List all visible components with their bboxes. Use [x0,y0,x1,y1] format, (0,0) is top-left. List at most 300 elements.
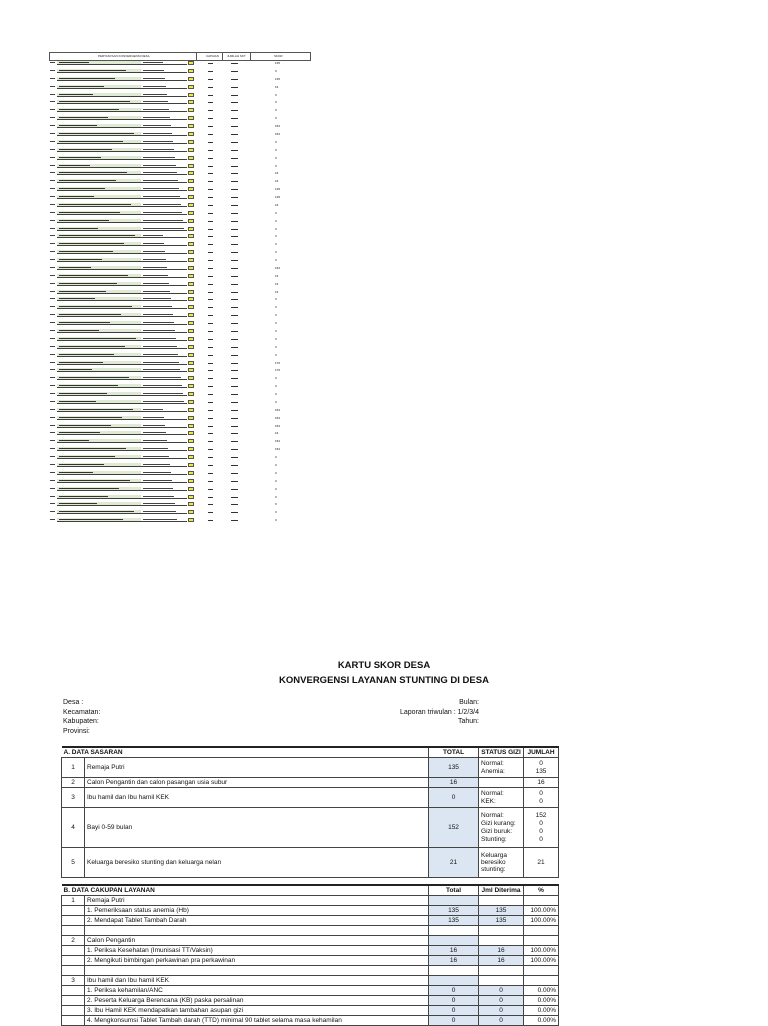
thumbnail-flag-cell [188,487,194,491]
thumbnail-flag-cell [188,518,194,522]
thumbnail-row [49,424,311,429]
thumbnail-score: 135 [275,195,281,199]
thumbnail-score: 0 [275,384,277,389]
table-row: 2. Peserta Keluarga Berencana (KB) paska persalinan 0 0 0.00% [62,996,559,1006]
thumbnail-question-cell [57,93,141,97]
thumbnail-capaian-mark [208,473,213,474]
thumbnail-jumlah-mark [231,441,238,442]
thumbnail-row-number [49,313,57,317]
thumbnail-flag-cell [188,313,194,317]
page-title: KARTU SKOR DESA [337,660,431,671]
item-label: 1. Periksa Kesehatan (Imunisasi TT/Vaksin) [85,946,429,956]
thumbnail-capaian-mark [208,307,213,308]
thumbnail-row-number [49,219,57,223]
thumbnail-question-cell [57,69,141,73]
questionnaire-thumbnail [49,52,311,530]
thumbnail-jumlah-mark [231,489,238,490]
thumbnail-row-number [49,502,57,506]
thumbnail-answer-cell [141,416,187,420]
thumbnail-jumlah-mark [231,378,238,379]
thumbnail-question-cell [57,156,141,160]
thumbnail-jumlah-mark [231,134,238,135]
thumbnail-capaian-mark [208,355,213,356]
thumbnail-row-number [49,368,57,372]
thumbnail-row [49,69,311,74]
thumbnail-row [49,266,311,271]
thumbnail-row-number [49,77,57,81]
thumbnail-row-number [49,408,57,412]
thumbnail-question-cell [57,313,141,317]
thumbnail-answer-cell [141,368,187,372]
thumbnail-question-cell [57,408,141,412]
thumbnail-jumlah-mark [231,465,238,466]
thumbnail-capaian-mark [208,284,213,285]
thumbnail-flag-cell [188,179,194,183]
thumbnail-answer-cell [141,471,187,475]
thumbnail-capaian-mark [208,449,213,450]
thumbnail-capaian-mark [208,213,213,214]
thumbnail-answer-cell [141,266,187,270]
thumbnail-flag-cell [188,108,194,112]
thumbnail-capaian-mark [208,402,213,403]
thumbnail-row-number [49,61,57,65]
thumbnail-answer-cell [141,305,187,309]
thumbnail-row [49,211,311,216]
thumbnail-header-capaian: CAPAIAN [206,54,219,58]
thumbnail-jumlah-mark [231,426,238,427]
thumbnail-answer-cell [141,487,187,491]
thumbnail-score: 152 [275,447,281,452]
thumbnail-capaian-mark [208,221,213,222]
thumbnail-capaian-mark [208,315,213,316]
thumbnail-capaian-mark [208,205,213,206]
thumbnail-flag-cell [188,100,194,104]
thumbnail-flag-cell [188,392,194,396]
thumbnail-row-number [49,250,57,254]
thumbnail-score: 0 [275,155,277,160]
thumbnail-jumlah-mark [231,473,238,474]
thumbnail-row-number [49,518,57,522]
thumbnail-score: 0 [275,502,277,507]
thumbnail-row [49,313,311,318]
thumbnail-row [49,61,311,66]
thumbnail-row-number [49,416,57,420]
group-label: Remaja Putri [85,896,429,906]
thumbnail-answer-cell [141,510,187,514]
thumbnail-question-cell [57,219,141,223]
thumbnail-question-cell [57,487,141,491]
thumbnail-flag-cell [188,171,194,175]
thumbnail-question-cell [57,384,141,388]
thumbnail-answer-cell [141,179,187,183]
thumbnail-flag-cell [188,85,194,89]
table-row: 1. Pemeriksaan status anemia (Hb) 135 135 100.00% [62,906,559,916]
thumbnail-answer-cell [141,274,187,278]
thumbnail-answer-cell [141,495,187,499]
thumbnail-score: 0 [275,329,277,333]
thumbnail-capaian-mark [208,489,213,490]
thumbnail-row-number [49,108,57,112]
thumbnail-capaian-mark [208,158,213,159]
thumbnail-flag-cell [188,376,194,380]
thumbnail-score: 0 [275,210,277,215]
row-total: 135 [429,758,479,778]
row-total: 152 [429,808,479,848]
thumbnail-score: 152 [275,439,281,444]
thumbnail-flag-cell [188,93,194,97]
thumbnail-jumlah-mark [231,386,238,387]
thumbnail-answer-cell [141,156,187,160]
thumbnail-question-cell [57,164,141,168]
thumbnail-flag-cell [188,463,194,467]
thumbnail-score: 0 [275,455,277,460]
thumbnail-flag-cell [188,274,194,278]
thumbnail-score: 0 [275,116,277,121]
thumbnail-row-number [49,431,57,435]
thumbnail-row-number [49,337,57,341]
thumbnail-jumlah-mark [231,315,238,316]
thumbnail-row-number [49,305,57,309]
thumbnail-row [49,195,311,200]
thumbnail-capaian-mark [208,504,213,505]
thumbnail-jumlah-mark [231,189,238,190]
thumbnail-capaian-mark [208,181,213,182]
thumbnail-capaian-mark [208,142,213,143]
thumbnail-flag-cell [188,416,194,420]
thumbnail-capaian-mark [208,512,213,513]
meta-kecamatan: Kecamatan: [63,708,101,716]
thumbnail-header-question: PERTANYAAN KONVERGENSI DESA [98,54,150,58]
group-label: Ibu hamil dan Ibu hamil KEK [85,976,429,986]
thumbnail-capaian-mark [208,386,213,387]
thumbnail-jumlah-mark [231,370,238,371]
row-label: Calon Pengantin dan calon pasangan usia subur [85,778,429,788]
thumbnail-score: 15 [275,289,279,294]
thumbnail-row [49,290,311,295]
thumbnail-row-number [49,345,57,349]
thumbnail-jumlah-mark [231,142,238,143]
thumbnail-answer-cell [141,108,187,112]
thumbnail-row-number [49,234,57,238]
thumbnail-row [49,148,311,153]
thumbnail-row [49,321,311,326]
thumbnail-answer-cell [141,518,187,522]
thumbnail-flag-cell [188,77,194,81]
meta-triwulan: Laporan triwulan : 1/2/3/4 [400,708,479,716]
thumbnail-flag-cell [188,297,194,301]
thumbnail-answer-cell [141,321,187,325]
thumbnail-row-number [49,266,57,270]
thumbnail-flag-cell [188,431,194,435]
thumbnail-flag-cell [188,242,194,246]
thumbnail-jumlah-mark [231,126,238,127]
thumbnail-answer-cell [141,250,187,254]
thumbnail-jumlah-mark [231,323,238,324]
thumbnail-jumlah-mark [231,481,238,482]
thumbnail-jumlah-mark [231,284,238,285]
thumbnail-score: 176 [275,360,281,365]
thumbnail-answer-cell [141,463,187,467]
thumbnail-row-number [49,282,57,286]
thumbnail-answer-cell [141,116,187,120]
thumbnail-capaian-mark [208,520,213,521]
thumbnail-row [49,187,311,192]
thumbnail-row [49,361,311,366]
thumbnail-capaian-mark [208,110,213,111]
thumbnail-score: 152 [275,265,281,270]
thumbnail-capaian-mark [208,166,213,167]
thumbnail-jumlah-mark [231,347,238,348]
thumbnail-jumlah-mark [231,512,238,513]
thumbnail-score: 0 [275,313,277,318]
table-row: 4. Mengkonsumsi Tablet Tambah darah (TTD) minimal 90 tablet selama masa kehamilan 0 0 0.00% [62,1016,559,1026]
thumbnail-question-cell [57,124,141,128]
thumbnail-question-cell [57,258,141,262]
thumbnail-row [49,171,311,176]
thumbnail-flag-cell [188,408,194,412]
thumbnail-jumlah-mark [231,87,238,88]
group-row: 1 Remaja Putri [62,896,559,906]
thumbnail-capaian-mark [208,118,213,119]
thumbnail-capaian-mark [208,197,213,198]
thumbnail-flag-cell [188,321,194,325]
thumbnail-question-cell [57,77,141,81]
thumbnail-row [49,116,311,121]
thumbnail-capaian-mark [208,189,213,190]
thumbnail-answer-cell [141,61,187,65]
thumbnail-answer-cell [141,361,187,365]
thumbnail-answer-cell [141,234,187,238]
thumbnail-row [49,376,311,381]
thumbnail-answer-cell [141,242,187,246]
thumbnail-capaian-mark [208,252,213,253]
thumbnail-flag-cell [188,132,194,136]
thumbnail-answer-cell [141,171,187,175]
thumbnail-row [49,431,311,436]
thumbnail-score: 0 [275,478,277,483]
item-label: 2. Mengikuti bimbingan perkawinan pra perkawinan [85,956,429,966]
thumbnail-jumlah-mark [231,520,238,521]
thumbnail-row-number [49,124,57,128]
thumbnail-row-number [49,274,57,278]
item-label: 3. Ibu Hamil KEK mendapatkan tambahan asupan gizi [85,1006,429,1016]
thumbnail-answer-cell [141,290,187,294]
thumbnail-score: 0 [275,470,277,475]
meta-kabupaten: Kabupaten: [63,718,99,725]
thumbnail-jumlah-mark [231,79,238,80]
thumbnail-score: 0 [275,462,277,467]
thumbnail-question-cell [57,171,141,175]
thumbnail-capaian-mark [208,126,213,127]
thumbnail-capaian-mark [208,299,213,300]
thumbnail-flag-cell [188,368,194,372]
thumbnail-flag-cell [188,250,194,254]
thumbnail-row [49,132,311,137]
thumbnail-jumlah-mark [231,457,238,458]
thumbnail-question-cell [57,242,141,246]
thumbnail-jumlah-mark [231,497,238,498]
thumbnail-jumlah-mark [231,339,238,340]
thumbnail-jumlah-mark [231,71,238,72]
thumbnail-row-number [49,329,57,333]
thumbnail-score: 0 [275,392,277,396]
thumbnail-capaian-mark [208,433,213,434]
thumbnail-answer-cell [141,439,187,443]
thumbnail-capaian-mark [208,244,213,245]
row-total: 0 [429,788,479,808]
thumbnail-jumlah-mark [231,118,238,119]
thumbnail-jumlah-mark [231,197,238,198]
col-status-gizi: STATUS GIZI [479,747,524,758]
thumbnail-score: 0 [275,234,277,239]
thumbnail-row [49,439,311,444]
thumbnail-row [49,329,311,334]
thumbnail-flag-cell [188,195,194,199]
section-a-table [61,746,559,878]
thumbnail-row-number [49,321,57,325]
item-label: 4. Mengkonsumsi Tablet Tambah darah (TTD) minimal 90 tablet selama masa kehamilan [85,1016,429,1026]
thumbnail-row-number [49,148,57,152]
thumbnail-flag-cell [188,282,194,286]
thumbnail-row-number [49,69,57,73]
thumbnail-row [49,227,311,232]
thumbnail-row-number [49,455,57,459]
thumbnail-capaian-mark [208,426,213,427]
thumbnail-capaian-mark [208,95,213,96]
thumbnail-answer-cell [141,195,187,199]
thumbnail-question-cell [57,282,141,286]
thumbnail-jumlah-mark [231,213,238,214]
thumbnail-jumlah-mark [231,166,238,167]
thumbnail-score: 0 [275,226,277,231]
thumbnail-question-cell [57,203,141,207]
thumbnail-capaian-mark [208,465,213,466]
thumbnail-score: 152 [275,415,281,420]
thumbnail-row [49,93,311,98]
thumbnail-row-number [49,195,57,199]
thumbnail-question-cell [57,495,141,499]
thumbnail-score: 135 [275,76,281,81]
thumbnail-answer-cell [141,376,187,380]
thumbnail-flag-cell [188,116,194,120]
thumbnail-question-cell [57,100,141,104]
thumbnail-question-cell [57,353,141,357]
thumbnail-score: 0 [275,486,277,491]
thumbnail-row-number [49,447,57,451]
thumbnail-score: 0 [275,321,277,326]
thumbnail-capaian-mark [208,457,213,458]
thumbnail-row-number [49,495,57,499]
thumbnail-jumlah-mark [231,363,238,364]
row-total: 16 [429,778,479,788]
thumbnail-score: 152 [275,423,281,428]
thumbnail-question-cell [57,345,141,349]
thumbnail-flag-cell [188,164,194,168]
thumbnail-row-number [49,227,57,231]
thumbnail-flag-cell [188,187,194,191]
row-jumlah: 16 [524,778,559,788]
thumbnail-question-cell [57,195,141,199]
thumbnail-answer-cell [141,85,187,89]
thumbnail-jumlah-mark [231,292,238,293]
thumbnail-answer-cell [141,219,187,223]
thumbnail-row-number [49,211,57,215]
thumbnail-score: 0 [275,218,277,223]
thumbnail-row [49,502,311,507]
thumbnail-question-cell [57,376,141,380]
thumbnail-flag-cell [188,479,194,483]
thumbnail-jumlah-mark [231,260,238,261]
thumbnail-row-number [49,463,57,467]
thumbnail-flag-cell [188,424,194,428]
thumbnail-flag-cell [188,227,194,231]
thumbnail-capaian-mark [208,79,213,80]
thumbnail-flag-cell [188,211,194,215]
thumbnail-flag-cell [188,258,194,262]
thumbnail-row [49,282,311,287]
thumbnail-row [49,250,311,255]
thumbnail-flag-cell [188,203,194,207]
thumbnail-score: 16 [275,431,279,436]
thumbnail-flag-cell [188,290,194,294]
thumbnail-answer-cell [141,384,187,388]
thumbnail-question-cell [57,447,141,451]
group-row: 2 Calon Pengantin [62,936,559,946]
thumbnail-flag-cell [188,361,194,365]
thumbnail-row [49,108,311,113]
thumbnail-capaian-mark [208,236,213,237]
thumbnail-question-cell [57,431,141,435]
thumbnail-question-cell [57,424,141,428]
thumbnail-score: 0 [275,100,277,105]
thumbnail-row-number [49,179,57,183]
thumbnail-score: 16 [275,84,279,89]
thumbnail-row-number [49,392,57,396]
thumbnail-score: 0 [275,399,277,404]
meta-left [63,698,100,736]
thumbnail-question-cell [57,321,141,325]
spacer-row [62,966,559,976]
thumbnail-flag-cell [188,495,194,499]
thumbnail-question-cell [57,290,141,294]
col-jumlah: JUMLAH [524,747,559,758]
thumbnail-jumlah-mark [231,173,238,174]
table-row: 3 Ibu hamil dan Ibu hamil KEK 0 Normal: KEK: 0 0 [62,788,559,808]
thumbnail-capaian-mark [208,134,213,135]
thumbnail-capaian-mark [208,339,213,340]
thumbnail-jumlah-mark [231,299,238,300]
thumbnail-score: 16 [275,202,279,207]
meta-tahun: Tahun: [457,718,479,725]
thumbnail-answer-cell [141,187,187,191]
thumbnail-score: 0 [275,518,277,523]
thumbnail-jumlah-mark [231,276,238,277]
item-label: 2. Mendapat Tablet Tambah Darah [85,916,429,926]
thumbnail-flag-cell [188,337,194,341]
thumbnail-jumlah-mark [231,418,238,419]
thumbnail-score: 0 [275,108,277,113]
thumbnail-score: 0 [275,305,277,310]
page-subtitle: KONVERGENSI LAYANAN STUNTING DI DESA [279,675,489,686]
thumbnail-row-number [49,171,57,175]
thumbnail-capaian-mark [208,87,213,88]
thumbnail-question-cell [57,61,141,65]
thumbnail-row-number [49,187,57,191]
thumbnail-score: 0 [275,250,277,255]
thumbnail-answer-cell [141,313,187,317]
thumbnail-jumlah-mark [231,150,238,151]
thumbnail-answer-cell [141,211,187,215]
